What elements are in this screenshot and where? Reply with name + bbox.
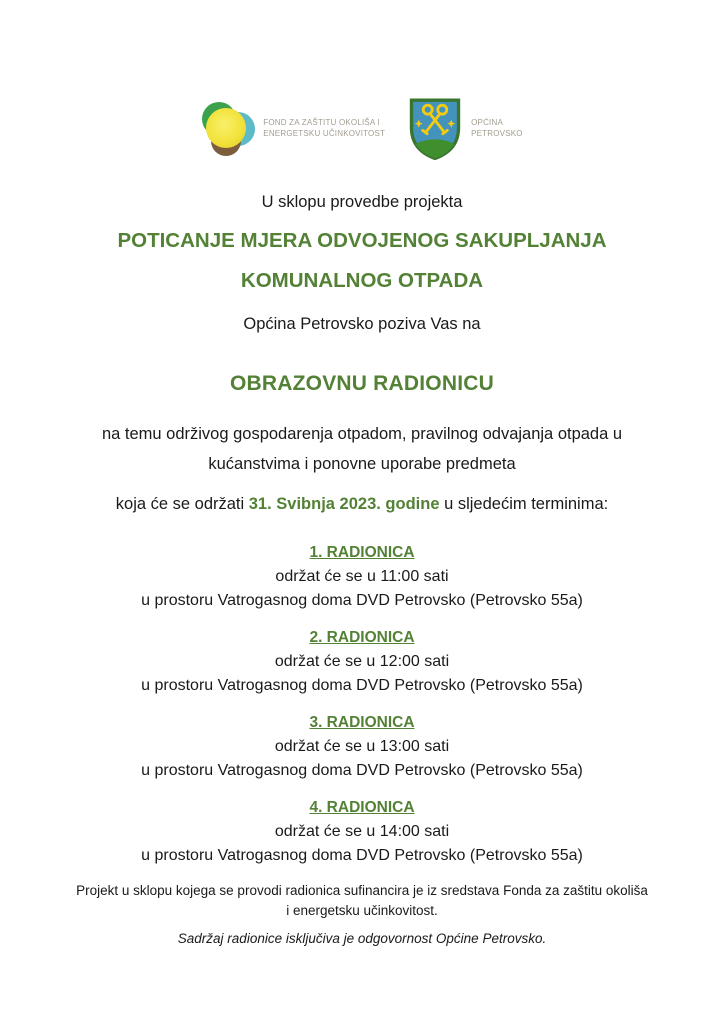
workshop-item (30, 626, 694, 698)
workshop-time: održat će se u 11:00 sati (275, 568, 449, 585)
date-suffix: u sljedećim terminima: (439, 495, 609, 513)
workshop-item (30, 796, 694, 868)
workshop-time: održat će se u 13:00 sati (274, 738, 450, 755)
event-title: OBRAZOVNU RADIONICU (230, 372, 494, 395)
workshop-title: 3. RADIONICA (309, 714, 415, 731)
municipality-logo-caption (471, 118, 523, 140)
header-logos (30, 95, 694, 163)
petrovsko-coat-of-arms-icon (407, 95, 463, 163)
date-line (30, 493, 694, 515)
invite-text: Općina Petrovsko poziva Vas na (243, 315, 481, 333)
event-date: 31. Svibnja 2023. godine (248, 495, 440, 513)
fond-logo-icon (201, 102, 255, 156)
workshop-time: održat će se u 12:00 sati (274, 653, 450, 670)
fond-logo-caption (263, 118, 385, 140)
municipality-logo-group (407, 95, 523, 163)
workshop-location: u prostoru Vatrogasnog doma DVD Petrovsko (Petrovsko 55a) (141, 762, 583, 779)
fond-caption-line2: ENERGETSKU UČINKOVITOST (263, 129, 386, 138)
workshop-time: održat će se u 14:00 sati (274, 823, 450, 840)
fond-caption-line1: FOND ZA ZAŠTITU OKOLIŠA I (263, 118, 380, 128)
disclaimer-text: Sadržaj radionice isključiva je odgovornost Općine Petrovsko. (177, 931, 547, 946)
fond-logo-group (201, 102, 385, 156)
project-title: POTICANJE MJERA ODVOJENOG SAKUPLJANJA KOMUNALNOG OTPADA (117, 229, 607, 292)
funding-note: Projekt u sklopu kojega se provodi radionica sufinancira je iz sredstava Fonda za zaštitu okoliša i energetsku učinkovitost. (76, 883, 648, 918)
date-prefix: koja će se održati (115, 495, 249, 513)
workshop-location: u prostoru Vatrogasnog doma DVD Petrovsko (Petrovsko 55a) (141, 677, 583, 694)
workshop-list (30, 541, 694, 868)
workshop-location: u prostoru Vatrogasnog doma DVD Petrovsko (Petrovsko 55a) (141, 847, 583, 864)
workshop-title: 4. RADIONICA (309, 799, 415, 816)
workshop-title: 2. RADIONICA (309, 629, 415, 646)
municipality-caption-line2: PETROVSKO (471, 129, 523, 138)
theme-text: na temu održivog gospodarenja otpadom, pravilnog odvajanja otpada u kućanstvima i ponovne uporabe predmeta (101, 425, 623, 473)
intro-text: U sklopu provedbe projekta (261, 193, 463, 211)
workshop-location: u prostoru Vatrogasnog doma DVD Petrovsko (Petrovsko 55a) (141, 592, 583, 609)
workshop-item (30, 711, 694, 783)
workshop-item (30, 541, 694, 613)
workshop-title: 1. RADIONICA (309, 544, 415, 561)
municipality-caption-line1: OPĆINA (471, 118, 503, 128)
